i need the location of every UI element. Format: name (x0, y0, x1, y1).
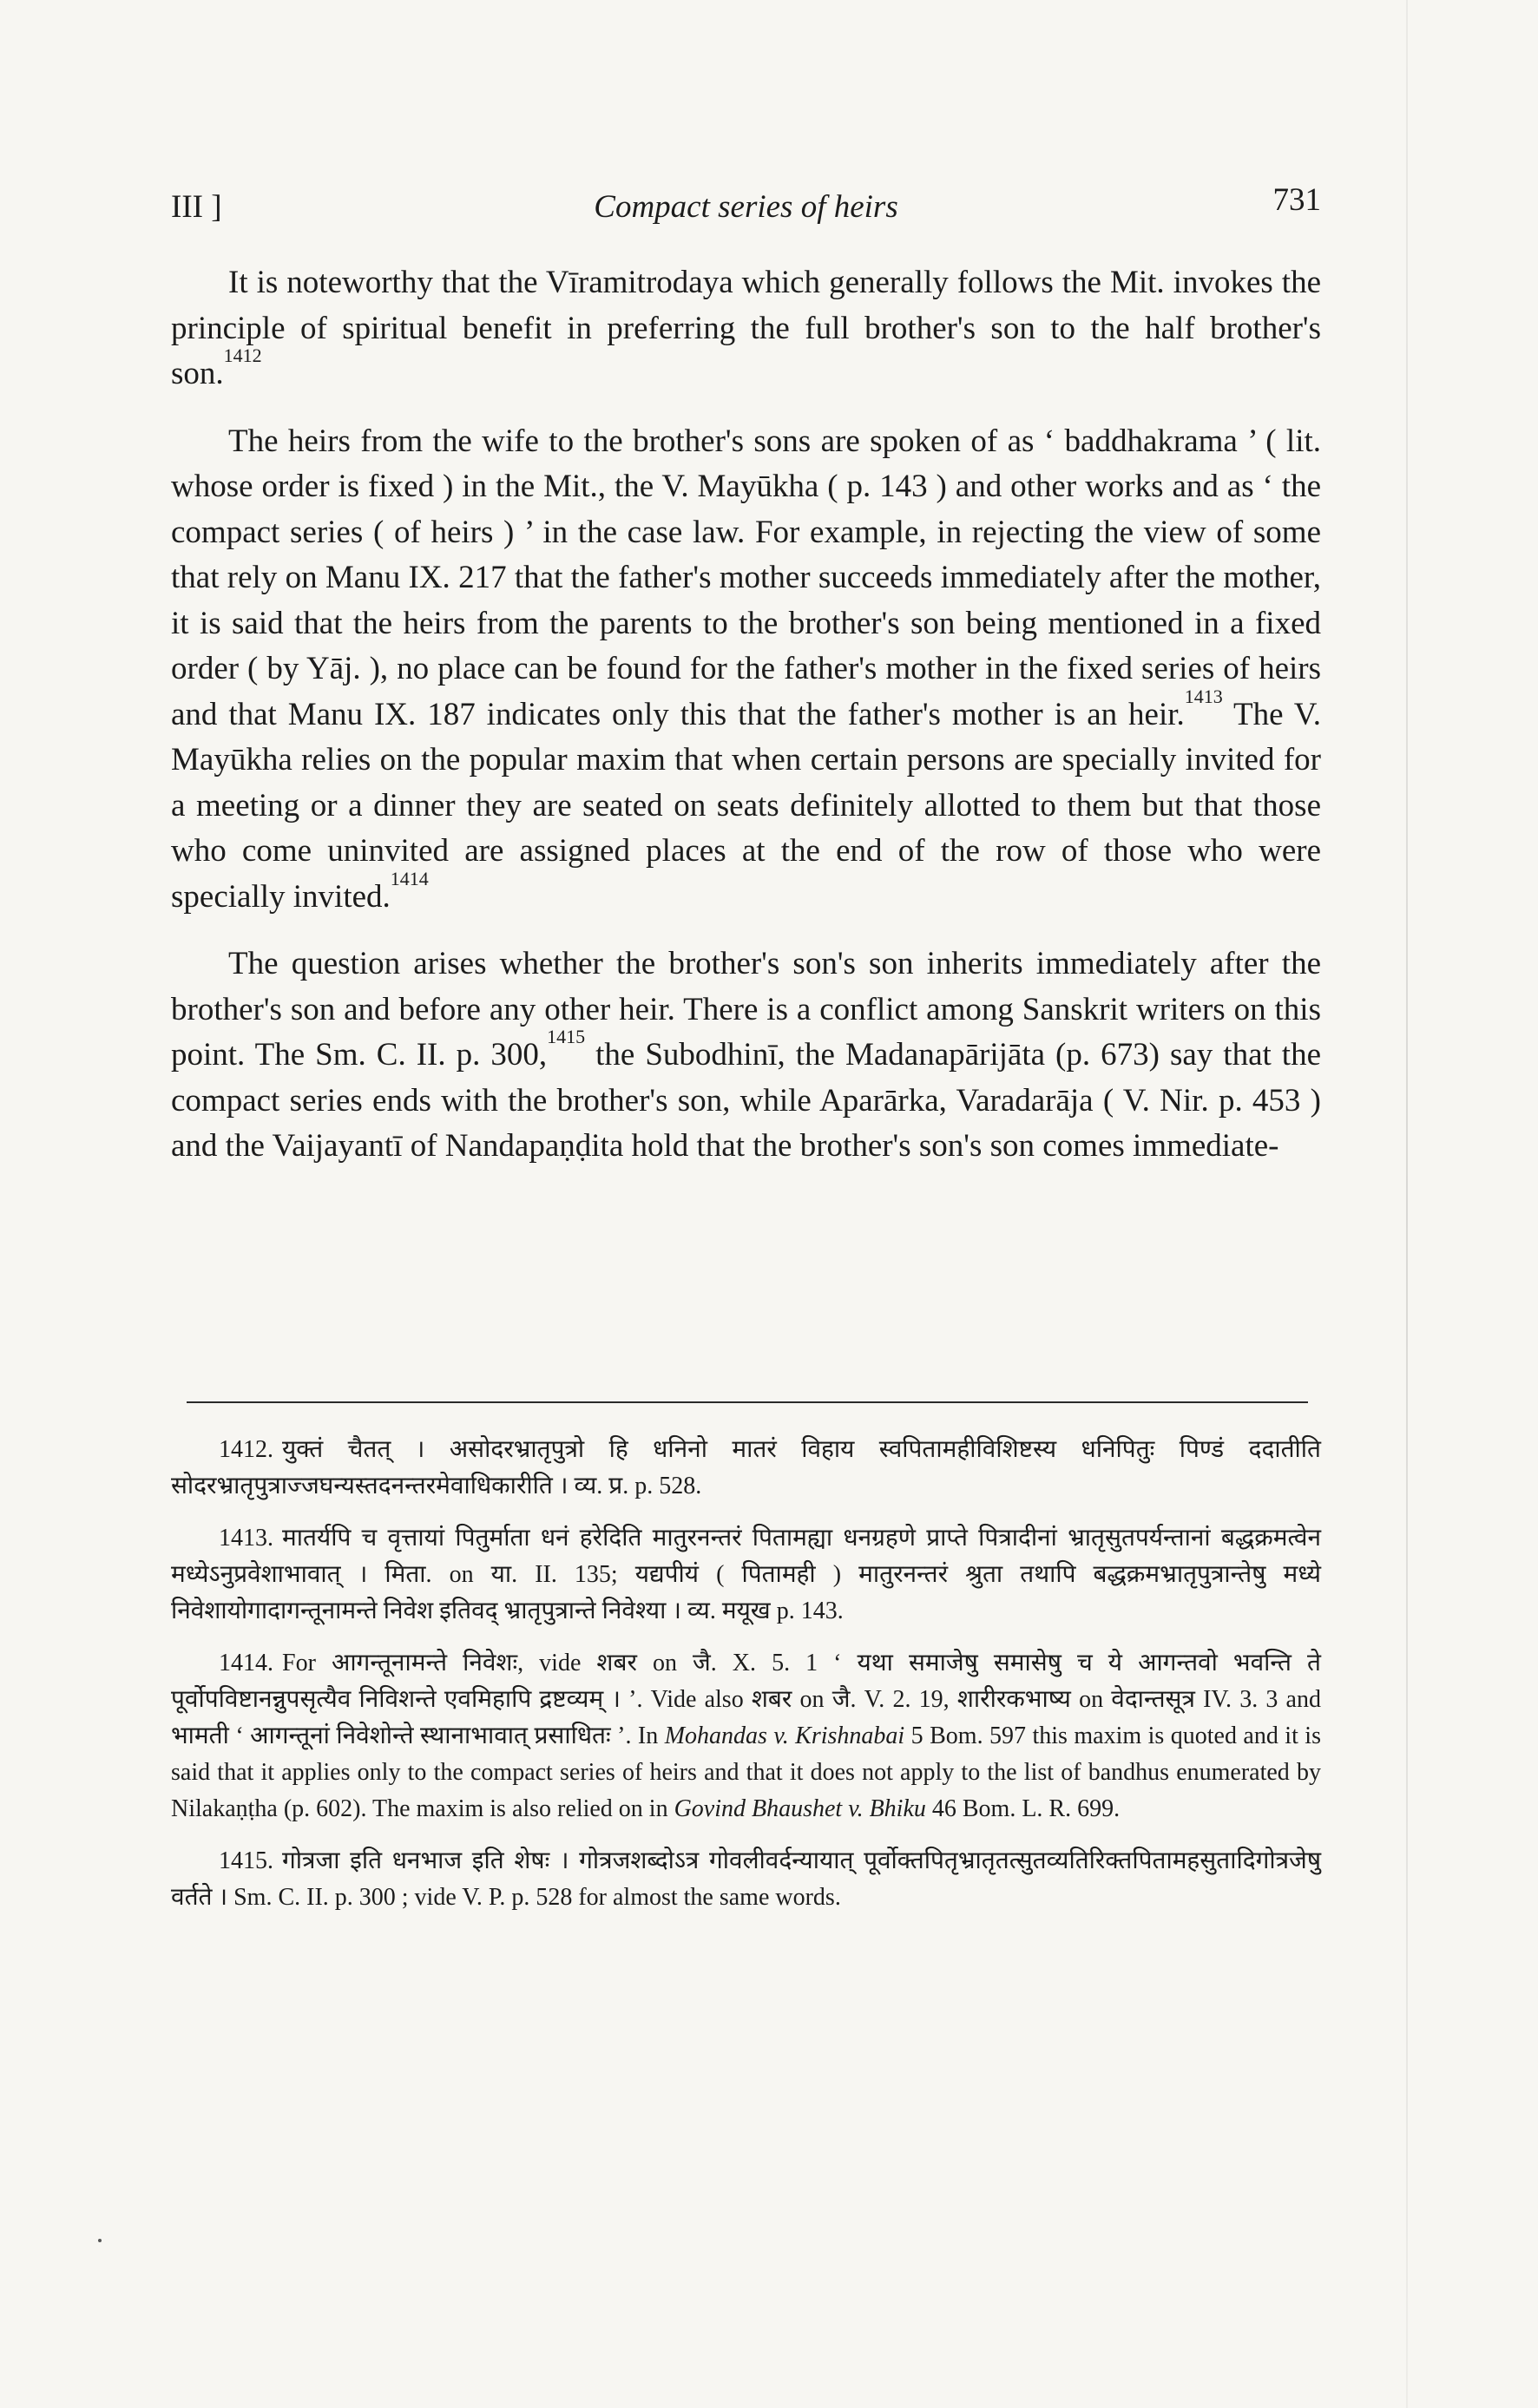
footnote-divider (187, 1401, 1308, 1403)
main-text (171, 260, 1321, 1191)
footnote-1414 (171, 1645, 1321, 1827)
paragraph-1 (171, 260, 1321, 397)
footnote-1415 (171, 1843, 1321, 1916)
footnotes (171, 1432, 1321, 1932)
paragraph-text: The V. Mayūkha relies on the popular maxim that when certain persons are specially invited for a meeting or a dinner they are seated on seats definitely allotted to them but that those who come uninvited are assigned places at the end of the row of those who were specially invited. (171, 696, 1321, 915)
footnote-text: गोत्रजा इति धनभाज इति शेषः । गोत्रजशब्दोऽत्र गोवलीवर्दन्यायात् पूर्वोक्तपितृभ्रातृतत्सुतव्यतिरिक्तपितामहसुतादिगोत्रजेषु वर्तते । Sm. C. II. p. 300 ; vide V. P. p. 528 for almost the same words. (171, 1847, 1321, 1911)
paragraph-text: the Subodhinī, the Madanapārijāta (p. 673) say that the compact series ends with the brother's son, while Aparārka, Varadarāja ( V. Nir. p. 453 ) and the Vaijayantī of Nandapaṇḍita hold that the brother's son's son comes immediate- (171, 1037, 1321, 1164)
paragraph-text: The heirs from the wife to the brother's sons are spoken of as ‘ baddhakrama ’ ( lit. whose order is fixed ) in the Mit., the V. Mayūkha ( p. 143 ) and other works and as ‘ the compact series ( of heirs ) ’ in the case law. For example, in rejecting the view of some that rely on Manu IX. 217 that the father's mother succeeds immediately after the mother, it is said that the heirs from the parents to the brother's son being mentioned in a fixed order ( by Yāj. ), no place can be found for the father's mother in the fixed series of heirs and that Manu IX. 187 indicates only this that the father's mother is an heir. (171, 423, 1321, 732)
footnote-text: For आगन्तूनामन्ते निवेशः, vide शबर on जै. X. 5. 1 ‘ यथा समाजेषु समासेषु च ये आगन्तवो भवन्ति ते पूर्वोपविष्टानन्नुपसृत्यैव निविशन्ते एवमिहापि द्रष्टव्यम् । ’. Vide also शबर on जै. V. 2. 19, शारीरकभाष्य on वेदान्तसूत्र IV. 3. 3 and भामती ‘ आगन्तूनां निवेशोन्ते स्थानाभावात् प्रसाधितः ’. In (171, 1650, 1321, 1749)
case-name: Mohandas v. Krishnabai (664, 1722, 905, 1749)
footnote-ref-1412: 1412 (223, 344, 262, 366)
case-name: Govind Bhaushet v. Bhiku (674, 1795, 926, 1822)
paragraph-2 (171, 419, 1321, 921)
page-number: 731 (1272, 182, 1321, 218)
scan-speck (98, 2239, 102, 2242)
footnote-number: 1415. (219, 1847, 273, 1874)
footnote-ref-1415: 1415 (547, 1026, 586, 1047)
chapter-marker: III ] (171, 189, 222, 225)
footnote-number: 1412. (219, 1436, 273, 1463)
footnote-1412 (171, 1432, 1321, 1505)
scan-fold-shadow (1406, 0, 1408, 2408)
footnote-text: 5 Bom. 597 this maxim is quoted and it is said that it applies only to the compact series of heirs and that it does not apply to the list of bandhus enumerated by Nilakaṇṭha (p. 602). The maxim is also relied on in (171, 1722, 1321, 1822)
footnote-number: 1413. (219, 1525, 273, 1552)
footnote-ref-1414: 1414 (390, 867, 429, 889)
paragraph-3 (171, 942, 1321, 1170)
footnote-text: 46 Bom. L. R. 699. (925, 1795, 1121, 1822)
paragraph-text: It is noteworthy that the Vīramitrodaya which generally follows the Mit. invokes the principle of spiritual benefit in preferring the full brother's son to the half brother's son. (171, 265, 1321, 391)
footnote-1413 (171, 1520, 1321, 1630)
footnote-text: युक्तं चैतत् । असोदरभ्रातृपुत्रो हि धनिनो मातरं विहाय स्वपितामहीविशिष्टस्य धनिपितुः पिण्डं ददातीति सोदरभ्रातृपुत्राज्जघन्यस्तदनन्तरमेवाधिकारीति । व्य. प्र. p. 528. (171, 1436, 1321, 1499)
footnote-number: 1414. (219, 1650, 273, 1676)
paragraph-text: The question arises whether the brother's son's son inherits immediately after the brother's son and before any other heir. There is a conflict among Sanskrit writers on this point. The Sm. C. II. p. 300, (171, 946, 1321, 1073)
footnote-ref-1413: 1413 (1184, 685, 1223, 707)
running-header (171, 178, 1321, 230)
footnote-text: मातर्यपि च वृत्तायां पितुर्माता धनं हरेदिति मातुरनन्तरं पितामह्या धनग्रहणे प्राप्ते पित्रादीनां भ्रातृसुतपर्यन्तानां बद्धक्रमत्वेन मध्येऽनुप्रवेशाभावात् । मिता. on या. II. 135; यद्यपीयं ( पितामही ) मातुरनन्तरं श्रुता तथापि बद्धक्रमभ्रातृपुत्रान्तेषु मध्ये निवेशायोगादागन्तूनामन्ते निवेश इतिवद् भ्रातृपुत्रान्ते निवेश्या । व्य. मयूख p. 143. (171, 1525, 1321, 1624)
running-title: Compact series of heirs (594, 189, 898, 225)
